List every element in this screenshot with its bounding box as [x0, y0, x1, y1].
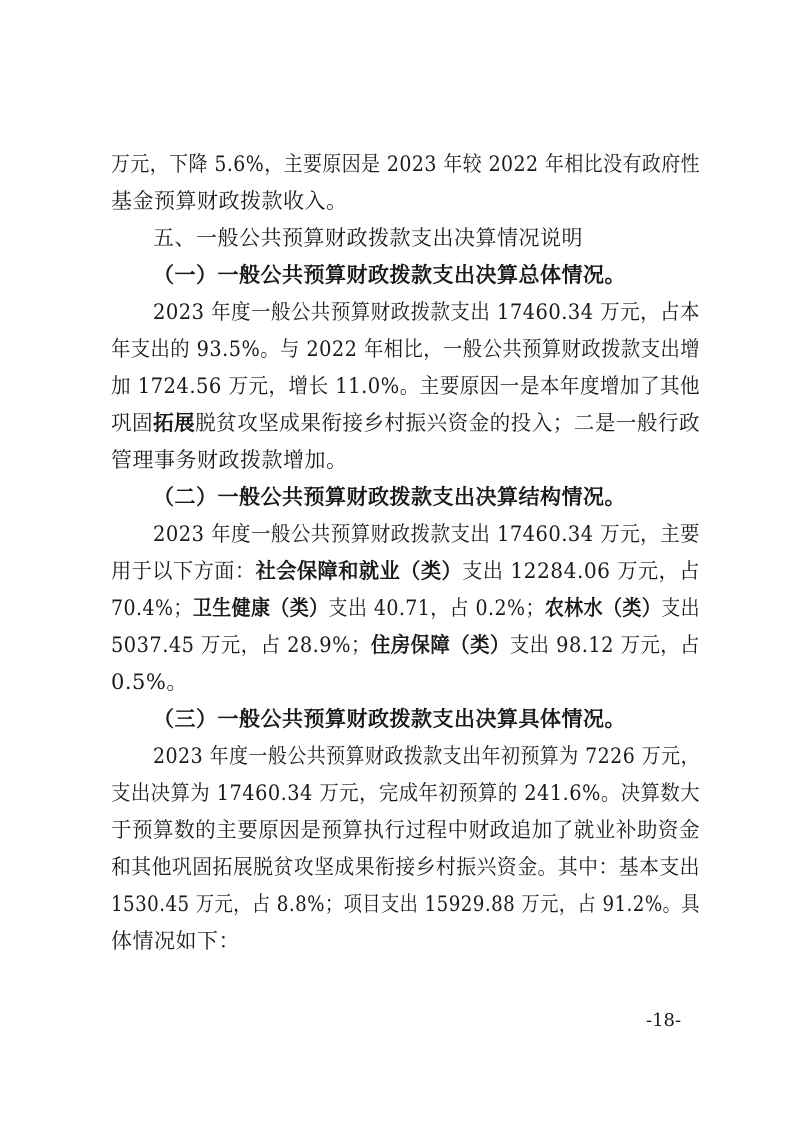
text-line: 体情况如下： [111, 929, 240, 953]
bold-category-label: 住房保障（类） [370, 632, 510, 657]
text-segment: 支出 12284.06 万元，占 [462, 559, 700, 583]
text-line: 1530.45 万元，占 8.8%；项目支出 15929.88 万元，占 91.2%。具 [111, 892, 700, 916]
paragraph-line [0, 928, 794, 954]
paragraph-line [0, 891, 794, 917]
subsection-heading [0, 262, 794, 288]
text-line: 万元，下降 5.6%，主要原因是 2023 年较 2022 年相比没有政府性 [111, 152, 700, 176]
section-heading [0, 225, 794, 251]
paragraph-line [0, 410, 794, 436]
paragraph-line [0, 595, 794, 621]
paragraph-line [0, 336, 794, 362]
text-segment: 巩固 [111, 411, 154, 435]
heading-text: 五、一般公共预算财政拨款支出决算情况说明 [153, 226, 583, 250]
heading-text: （二）一般公共预算财政拨款支出决算结构情况。 [153, 484, 626, 509]
paragraph-line [0, 669, 794, 695]
paragraph-line [0, 558, 794, 584]
text-line: 基金预算财政拨款收入。 [111, 189, 348, 213]
page-number: -18- [646, 1010, 682, 1031]
paragraph-line [0, 854, 794, 880]
heading-text: （一）一般公共预算财政拨款支出决算总体情况。 [153, 262, 626, 287]
bold-category-label: 农林水（类） [544, 595, 662, 620]
paragraph-line [0, 299, 794, 325]
heading-text: （三）一般公共预算财政拨款支出决算具体情况。 [153, 706, 626, 731]
paragraph-line [0, 521, 794, 547]
text-line: 支出决算为 17460.34 万元，完成年初预算的 241.6%。决算数大 [111, 781, 700, 805]
text-segment: 5037.45 万元，占 28.9%； [111, 633, 371, 657]
text-segment: 70.4%； [111, 596, 193, 620]
bold-category-label: 卫生健康（类） [192, 595, 329, 620]
text-line: 年支出的 93.5%。与 2022 年相比，一般公共预算财政拨款支出增 [111, 337, 700, 361]
text-line: 2023 年度一般公共预算财政拨款支出 17460.34 万元，主要 [153, 522, 700, 546]
text-line: 0.5%。 [111, 670, 188, 694]
paragraph-line [0, 780, 794, 806]
text-line: 和其他巩固拓展脱贫攻坚成果衔接乡村振兴资金。其中：基本支出 [111, 855, 700, 879]
text-segment: 用于以下方面： [111, 559, 256, 583]
text-line: 于预算数的主要原因是预算执行过程中财政追加了就业补助资金 [111, 818, 700, 842]
paragraph-line [0, 151, 794, 177]
text-segment: 支出 98.12 万元，占 [509, 633, 700, 657]
paragraph-line [0, 447, 794, 473]
text-segment: 支出 [661, 596, 700, 620]
text-segment: 脱贫攻坚成果衔接乡村振兴资金的投入；二是一般行政 [195, 411, 700, 435]
bold-category-label: 社会保障和就业（类） [255, 558, 463, 583]
bold-text-segment: 拓展 [153, 410, 196, 435]
paragraph-line [0, 817, 794, 843]
paragraph-line [0, 373, 794, 399]
subsection-heading [0, 706, 794, 732]
subsection-heading [0, 484, 794, 510]
text-line: 2023 年度一般公共预算财政拨款支出年初预算为 7226 万元， [153, 744, 700, 768]
paragraph-line [0, 743, 794, 769]
text-line: 管理事务财政拨款增加。 [111, 448, 348, 472]
text-line: 加 1724.56 万元，增长 11.0%。主要原因一是本年度增加了其他 [111, 374, 700, 398]
text-line: 2023 年度一般公共预算财政拨款支出 17460.34 万元，占本 [153, 300, 700, 324]
paragraph-line [0, 188, 794, 214]
paragraph-line [0, 632, 794, 658]
text-segment: 支出 40.71，占 0.2%； [328, 596, 545, 620]
